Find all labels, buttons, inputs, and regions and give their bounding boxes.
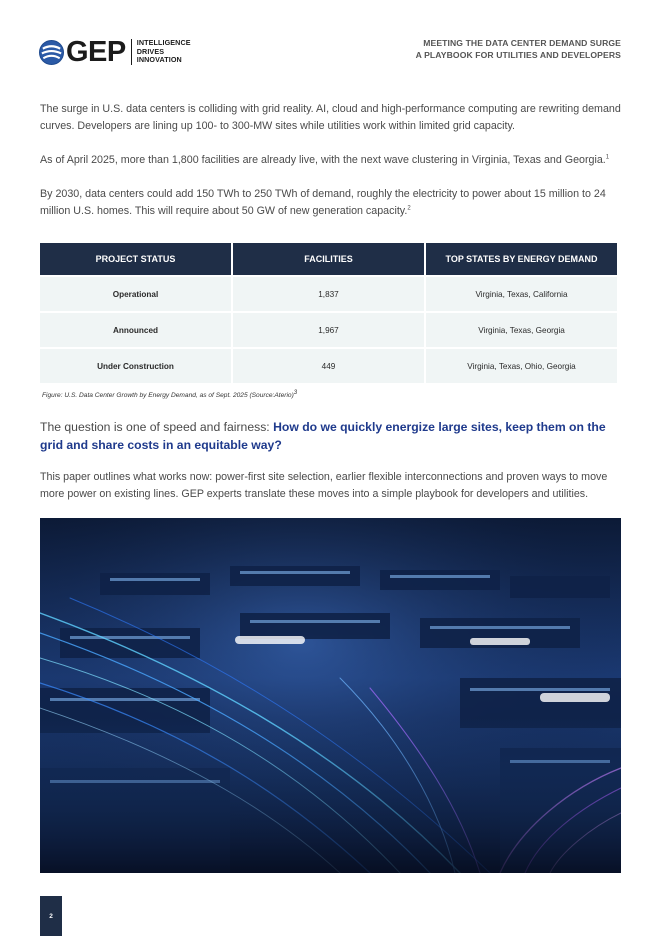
project-status-table: [38, 241, 619, 385]
facilities-cell: 1,967: [233, 313, 424, 347]
logo-wordmark: GEP: [66, 36, 126, 68]
facilities-paragraph: [40, 152, 622, 169]
demand-paragraph: [40, 186, 622, 220]
facilities-text: As of April 2025, more than 1,800 facilities are already live, with the next wave clustering in Virginia, Texas and Georgia.: [40, 154, 606, 166]
header-title-line2: A PLAYBOOK FOR UTILITIES AND DEVELOPERS: [415, 49, 621, 60]
question-lead: The question is one of speed and fairness:: [40, 420, 274, 434]
column-header: TOP STATES BY ENERGY DEMAND: [426, 243, 617, 275]
table-row: [40, 313, 617, 347]
footnote-ref: 3: [293, 389, 298, 396]
states-cell: Virginia, Texas, California: [426, 277, 617, 311]
logo-divider: [131, 39, 132, 65]
column-header: FACILITIES: [233, 243, 424, 275]
intro-paragraph: The surge in U.S. data centers is colliding with grid reality. AI, cloud and high-performance computing are rewriting demand curves. Developers are lining up 100- to 300-MW sites while utilities work within limited grid capacity.: [40, 103, 621, 132]
facilities-cell: 1,837: [233, 277, 424, 311]
tagline-line: INTELLIGENCE: [136, 38, 191, 48]
document-header-title: [416, 38, 621, 61]
key-question: How do we quickly energize large sites, keep them on the grid and share costs in an equitable way?: [40, 420, 606, 452]
states-cell: Virginia, Texas, Ohio, Georgia: [426, 349, 617, 383]
logo-tagline: [137, 39, 191, 65]
caption-text: Figure: U.S. Data Center Growth by Energy Demand, as of Sept. 2025 (Source:Aterio): [42, 392, 294, 399]
status-cell: Announced: [40, 313, 231, 347]
table-row: [40, 349, 617, 383]
gep-logo: [39, 37, 191, 67]
question-paragraph: [40, 418, 622, 454]
demand-text: By 2030, data centers could add 150 TWh to 250 TWh of demand, roughly the electricity to power about 15 million to 24 million U.S. homes. This will require about 50 GW of new generation capacity.: [40, 188, 606, 217]
status-cell: Under Construction: [40, 349, 231, 383]
footnote-ref: 1: [605, 154, 610, 161]
footnote-ref: 2: [407, 205, 411, 212]
gep-logo-globe-icon: [39, 40, 64, 65]
data-center-photo: [40, 518, 621, 873]
column-header: PROJECT STATUS: [40, 243, 231, 275]
status-cell: Operational: [40, 277, 231, 311]
facilities-cell: 449: [233, 349, 424, 383]
tagline-line: DRIVES: [136, 46, 165, 56]
states-cell: Virginia, Texas, Georgia: [426, 313, 617, 347]
tagline-line: INNOVATION: [136, 55, 182, 65]
outline-paragraph: This paper outlines what works now: power-first site selection, earlier flexible interconnections and proven ways to move more power on existing lines. GEP experts translate these moves into a simple playbook for developers and utilities.: [40, 471, 608, 500]
header-title-line1: MEETING THE DATA CENTER DEMAND SURGE: [423, 38, 621, 48]
table-row: [40, 277, 617, 311]
page-number: 2: [40, 896, 62, 936]
figure-caption: [42, 389, 298, 399]
table-header-row: [40, 243, 617, 275]
